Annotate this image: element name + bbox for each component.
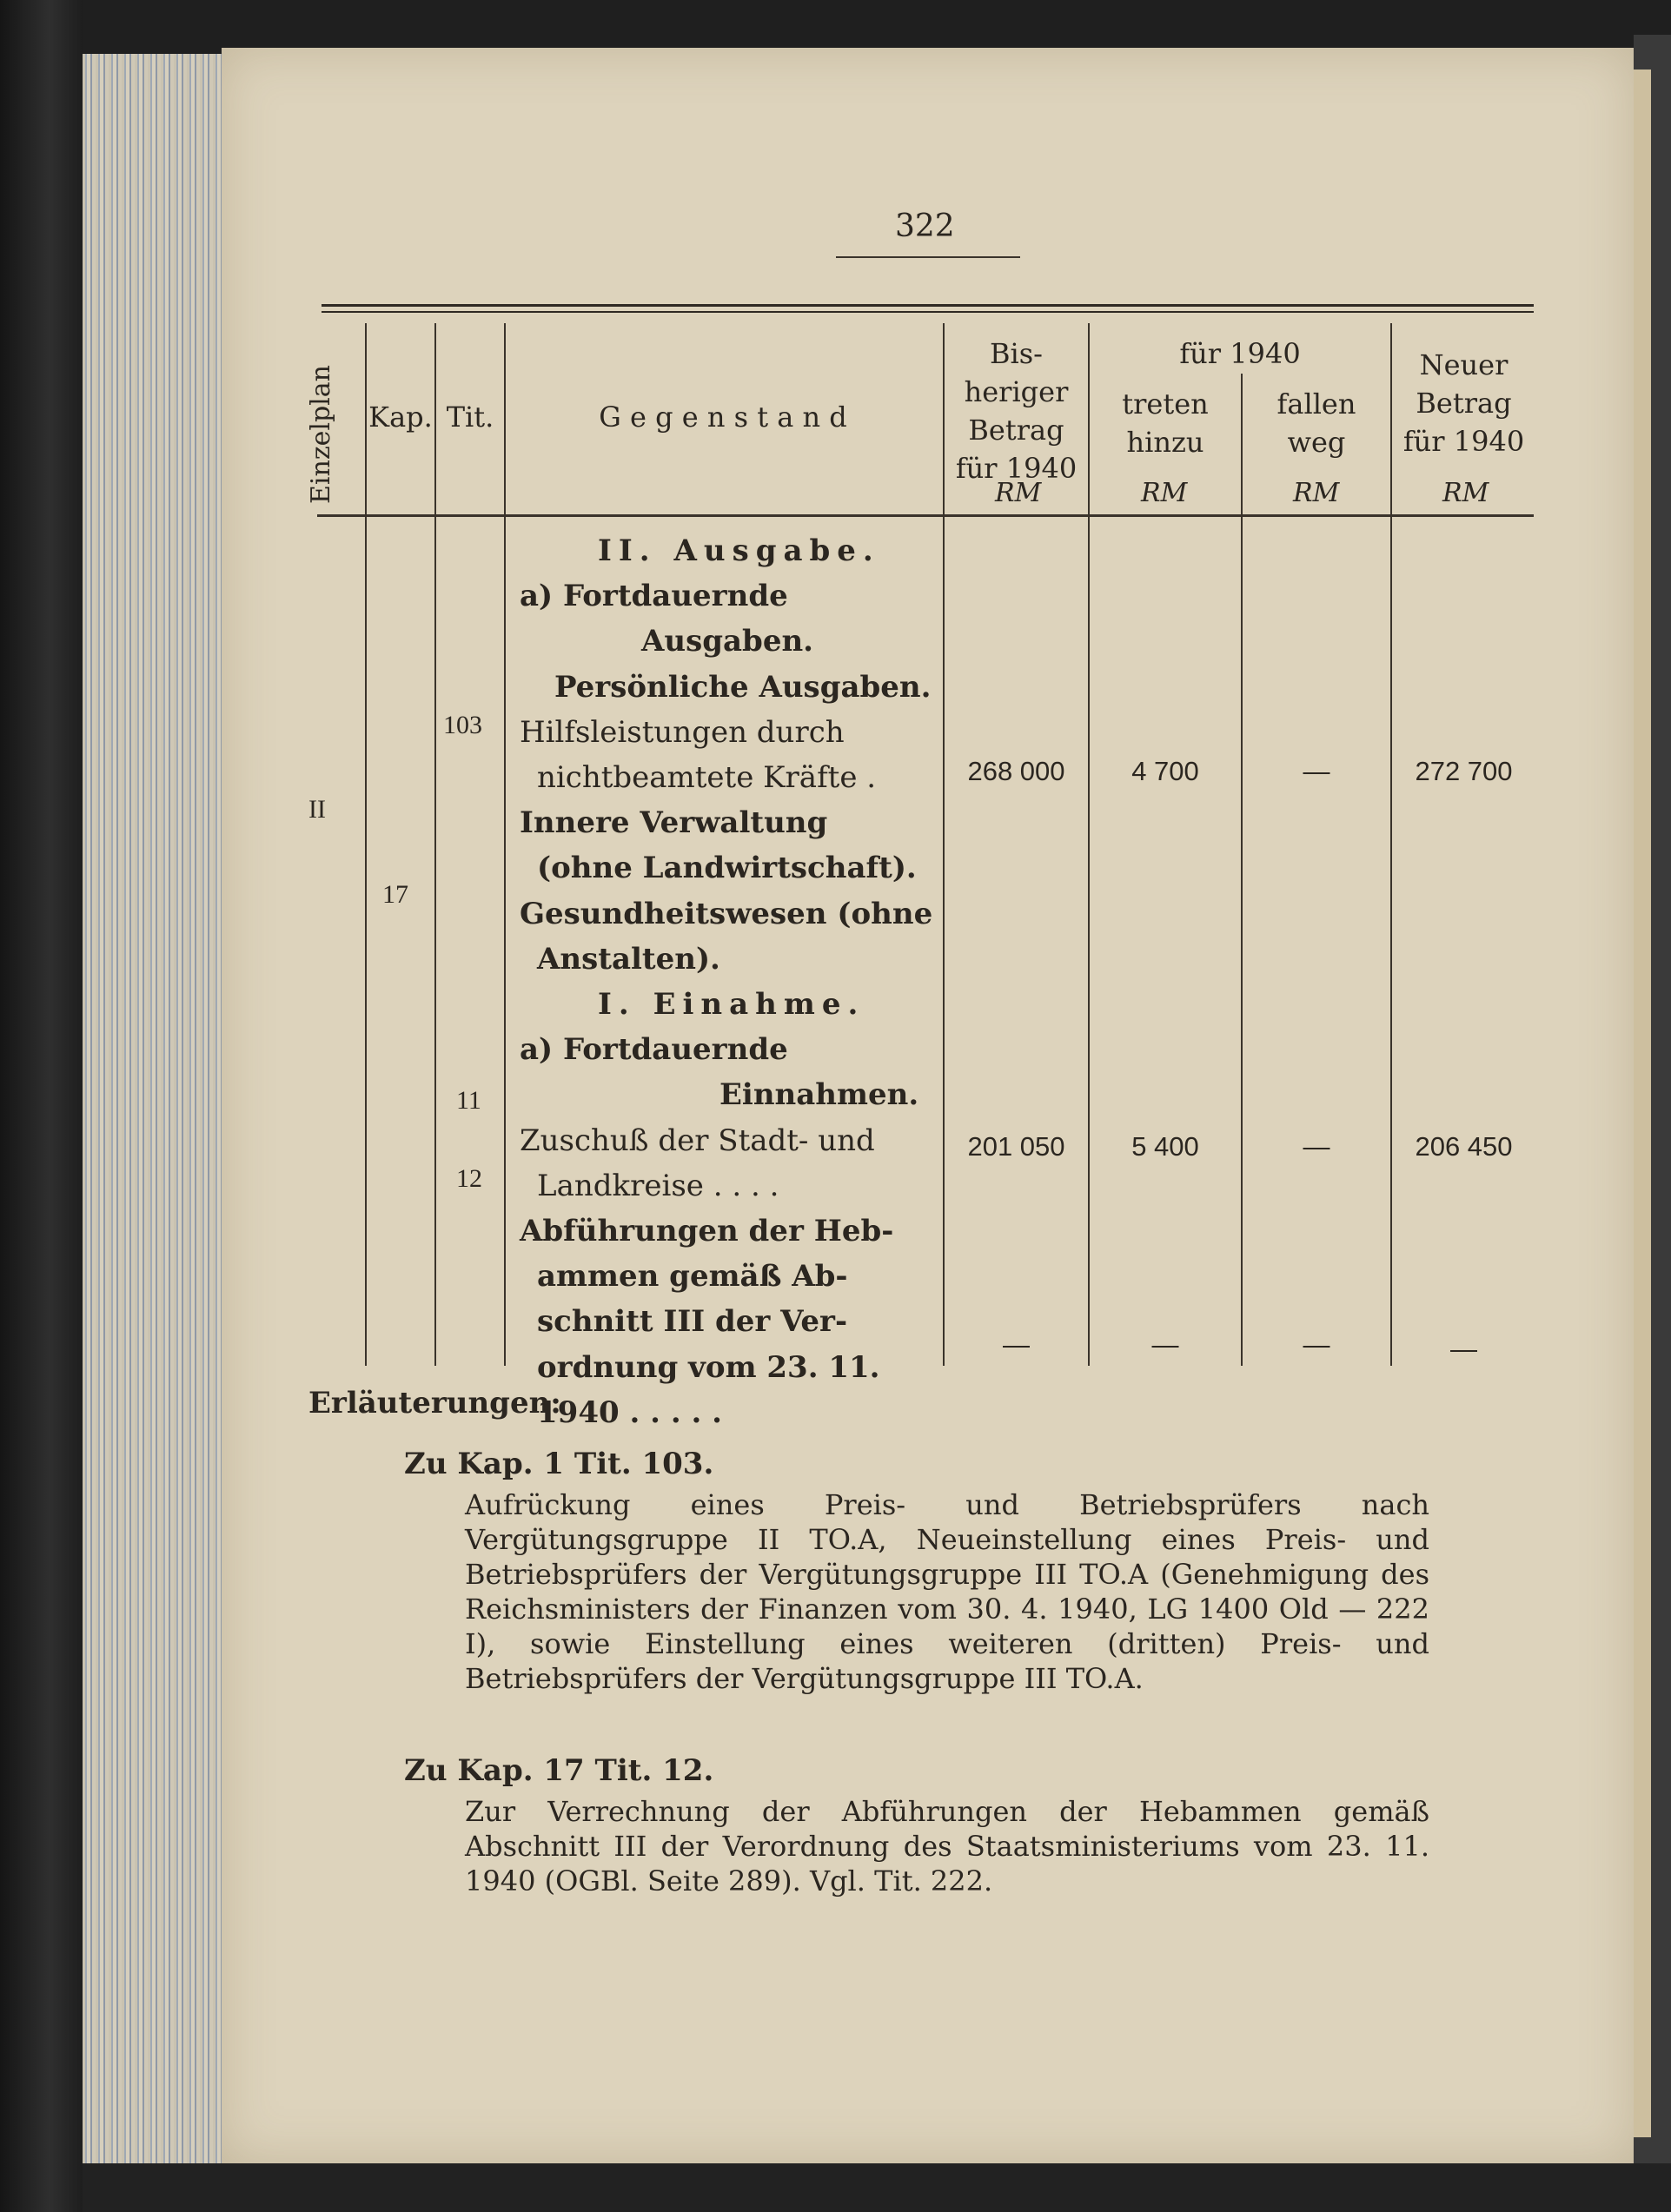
col-divider-einzelplan	[365, 323, 367, 1366]
r3-weg: —	[1303, 1329, 1330, 1360]
gegenstand-line: (ohne Landwirtschaft).	[537, 851, 917, 886]
note-1-text: Aufrückung eines Preis- und Betriebsprüfers nach Vergütungsgruppe II TO.A, Neueinstellung eines Preis- und Betriebsprüfers der Vergütungsgruppe III TO.A (Genehmigung des Reichsministers der Finanzen vom 30. 4. 1940, LG 1400 Old — 222 I), sowie Einstellung eines weiteren (dritten) Preis- und Betriebsprüfers der Vergütungsgruppe III TO.A.	[465, 1488, 1429, 1695]
gegenstand-line: Persönliche Ausgaben.	[554, 669, 932, 705]
r1-neu: 272 700	[1415, 756, 1513, 786]
r3-hinzu: —	[1151, 1329, 1179, 1360]
r2-neu: 206 450	[1415, 1131, 1513, 1162]
table-top-rule	[322, 304, 1534, 307]
gegenstand-line: ordnung vom 23. 11.	[537, 1349, 880, 1385]
unit-weg: RM	[1293, 478, 1340, 508]
r2-bisher: 201 050	[967, 1131, 1065, 1162]
r2-hinzu: 5 400	[1131, 1131, 1199, 1162]
col-divider-tit	[504, 323, 506, 1366]
unit-bisher: RM	[995, 478, 1042, 508]
book-cover-bottom	[83, 2163, 1671, 2212]
header-treten-hinzu: treten hinzu	[1122, 387, 1209, 459]
gegenstand-line: Landkreise . . . .	[537, 1168, 779, 1203]
gegenstand-line: II. Ausgabe.	[598, 533, 880, 568]
gegenstand-line: schnitt III der Ver-	[537, 1304, 848, 1340]
gegenstand-line: Innere Verwaltung	[520, 805, 828, 841]
header-neuer-betrag: Neuer Betrag für 1940	[1402, 348, 1525, 458]
table-header-rule	[317, 514, 1534, 517]
r3-neu: —	[1450, 1334, 1477, 1364]
header-einzelplan: Einzelplan	[306, 365, 336, 504]
col-divider-kap	[434, 323, 436, 1366]
table-top-rule-2	[322, 311, 1534, 313]
tit-11: 11	[456, 1086, 481, 1115]
note-2-text: Zur Verrechnung der Abführungen der Hebammen gemäß Abschnitt III der Verordnung des Staatsministeriums vom 23. 11. 1940 (OGBl. Seite 289). Vgl. Tit. 222.	[465, 1795, 1429, 1897]
note-2-heading: Zu Kap. 17 Tit. 12.	[404, 1753, 714, 1788]
header-gegenstand: G e g e n s t a n d	[599, 401, 847, 434]
gegenstand-line: a) Fortdauernde	[520, 1032, 788, 1068]
r1-bisher: 268 000	[967, 756, 1065, 786]
tit-12: 12	[456, 1164, 482, 1193]
r1-weg: —	[1303, 756, 1330, 786]
gegenstand-line: Gesundheitswesen (ohne	[520, 896, 933, 931]
gegenstand-line: Anstalten).	[537, 941, 720, 977]
header-fallen-weg: fallen weg	[1276, 387, 1356, 459]
col-divider-hinzu	[1241, 374, 1243, 1366]
gegenstand-line: Einnahmen.	[719, 1077, 919, 1113]
page-number-rule	[836, 256, 1020, 258]
header-bisheriger-betrag: Bis- heriger Betrag für 1940	[955, 337, 1078, 485]
gegenstand-line: Hilfsleistungen durch	[520, 714, 845, 750]
r2-weg: —	[1303, 1131, 1330, 1162]
gegenstand-line: 1940 . . . . .	[537, 1394, 722, 1430]
page-number: 322	[895, 209, 955, 244]
header-tit: Tit.	[446, 401, 494, 434]
r3-bisher: —	[1003, 1329, 1030, 1360]
next-page-edge	[1634, 70, 1651, 2137]
header-fuer-1940: für 1940	[1179, 337, 1301, 370]
gegenstand-line: Abführungen der Heb-	[520, 1214, 894, 1248]
note-1-heading: Zu Kap. 1 Tit. 103.	[404, 1447, 714, 1481]
einzelplan-value: II	[308, 795, 326, 824]
header-kap: Kap.	[368, 401, 433, 434]
gegenstand-line: I. Einahme.	[598, 987, 865, 1022]
unit-neu: RM	[1442, 478, 1489, 508]
col-divider-bisher	[1088, 323, 1090, 1366]
gegenstand-line: Zuschuß der Stadt- und	[520, 1123, 875, 1158]
page-edges	[83, 54, 222, 2165]
r1-hinzu: 4 700	[1131, 756, 1199, 786]
book-cover-right	[1634, 35, 1671, 2189]
tit-103: 103	[443, 711, 482, 739]
book-cover-top	[83, 0, 1671, 54]
book-cover-left	[0, 0, 83, 2212]
gegenstand-line: nichtbeamtete Kräfte .	[537, 760, 877, 795]
col-divider-weg	[1390, 323, 1392, 1366]
gegenstand-line: a) Fortdauernde	[520, 579, 788, 614]
gegenstand-line: Ausgaben.	[641, 624, 814, 659]
kap-value: 17	[382, 880, 408, 909]
unit-hinzu: RM	[1141, 478, 1188, 508]
gegenstand-line: ammen gemäß Ab-	[537, 1259, 848, 1295]
erlaeuterungen-title: Erläuterungen:	[308, 1386, 561, 1421]
